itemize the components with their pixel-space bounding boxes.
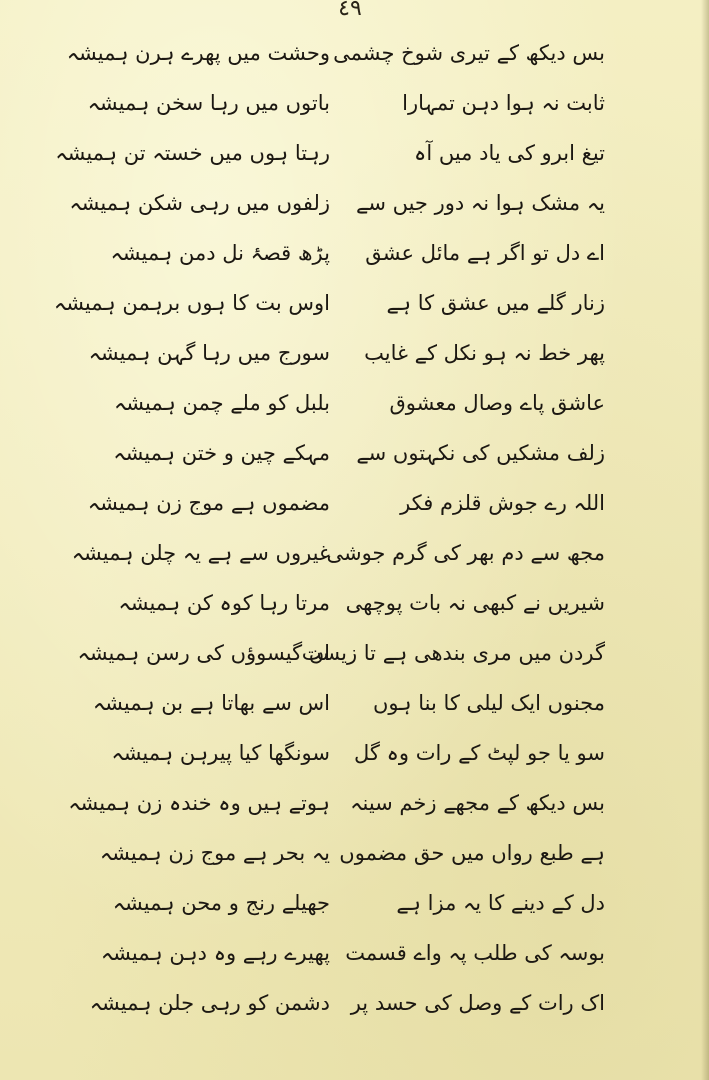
first-hemistich: سو یا جو لپٹ کے رات وہ گل xyxy=(354,741,605,765)
first-hemistich: گردن میں مری بندھی ہے تا زیست xyxy=(301,641,605,665)
first-hemistich: تیغ ابرو کی یاد میں آہ xyxy=(414,141,605,165)
couplet xyxy=(87,78,605,128)
second-hemistich: رہتا ہوں میں خستہ تن ہمیشہ xyxy=(55,141,330,165)
first-hemistich: دل کے دینے کا یہ مزا ہے xyxy=(396,891,605,915)
page-edge-shadow xyxy=(701,0,709,1080)
second-hemistich: جھیلے رنج و محن ہمیشہ xyxy=(112,891,330,915)
second-hemistich: ان گیسوؤں کی رسن ہمیشہ xyxy=(77,641,330,665)
second-hemistich: مضموں ہے موج زن ہمیشہ xyxy=(87,491,330,515)
couplet xyxy=(105,428,605,478)
couplet xyxy=(69,178,605,228)
couplet xyxy=(71,528,605,578)
second-hemistich: مرتا رہا کوہ کن ہمیشہ xyxy=(118,591,330,615)
couplet xyxy=(105,878,605,928)
second-hemistich: اوس بت کا ہوں برہمن ہمیشہ xyxy=(53,291,330,315)
couplet xyxy=(53,278,605,328)
couplet xyxy=(88,328,605,378)
second-hemistich: پڑھ قصۂ نل دمن ہمیشہ xyxy=(110,241,330,265)
first-hemistich: مجھ سے دم بھر کی گرم جوشی xyxy=(326,541,605,565)
first-hemistich: زلف مشکیں کی نکہتوں سے xyxy=(356,441,605,465)
second-hemistich: وحشت میں پھرے ہرن ہمیشہ xyxy=(66,41,330,65)
second-hemistich: زلفوں میں رہی شکن ہمیشہ xyxy=(69,191,330,215)
couplet xyxy=(105,578,605,628)
first-hemistich: عاشق پاے وصال معشوق xyxy=(389,391,605,415)
second-hemistich: بلبل کو ملے چمن ہمیشہ xyxy=(113,391,330,415)
couplet xyxy=(55,128,605,178)
second-hemistich: باتوں میں رہا سخن ہمیشہ xyxy=(87,91,330,115)
poem xyxy=(53,28,605,1028)
couplet xyxy=(68,778,605,828)
couplet xyxy=(77,628,605,678)
couplet xyxy=(100,928,605,978)
second-hemistich: غیروں سے ہے یہ چلن ہمیشہ xyxy=(71,541,330,565)
first-hemistich: بوسہ کی طلب پہ واے قسمت xyxy=(345,941,605,965)
second-hemistich: سورج میں رہا گہن ہمیشہ xyxy=(88,341,330,365)
couplet xyxy=(89,978,605,1028)
second-hemistich: اس سے بھاتا ہے بن ہمیشہ xyxy=(92,691,330,715)
first-hemistich: اک رات کے وصل کی حسد پر xyxy=(350,991,605,1015)
first-hemistich: یہ مشک ہوا نہ دور جیں سے xyxy=(356,191,605,215)
first-hemistich: بس دیکھ کے تیری شوخ چشمی xyxy=(333,41,605,65)
second-hemistich: دشمن کو رہی جلن ہمیشہ xyxy=(89,991,330,1015)
first-hemistich: مجنوں ایک لیلی کا بنا ہوں xyxy=(372,691,605,715)
page-number: ٤٩ xyxy=(338,0,362,21)
second-hemistich: یہ بحر ہے موج زن ہمیشہ xyxy=(99,841,330,865)
first-hemistich: ہے طبع رواں میں حق مضموں xyxy=(339,841,605,865)
first-hemistich: شیریں نے کبھی نہ بات پوچھی xyxy=(345,591,605,615)
couplet xyxy=(87,478,605,528)
second-hemistich: پھیرے رہے وہ دہن ہمیشہ xyxy=(100,941,330,965)
first-hemistich: زنار گلے میں عشق کا ہے xyxy=(386,291,605,315)
second-hemistich: سونگھا کیا پیرہن ہمیشہ xyxy=(111,741,330,765)
first-hemistich: پھر خط نہ ہو نکل کے غایب xyxy=(364,341,605,365)
couplet xyxy=(66,28,605,78)
first-hemistich: ثابت نہ ہوا دہن تمہارا xyxy=(402,91,605,115)
couplet xyxy=(105,728,605,778)
second-hemistich: مہکے چین و ختن ہمیشہ xyxy=(113,441,330,465)
couplet xyxy=(92,678,605,728)
couplet xyxy=(105,228,605,278)
second-hemistich: ہوتے ہیں وہ خندہ زن ہمیشہ xyxy=(68,791,330,815)
first-hemistich: اللہ رے جوش قلزم فکر xyxy=(400,491,605,515)
couplet xyxy=(105,378,605,428)
couplet xyxy=(99,828,605,878)
first-hemistich: اے دل تو اگر ہے مائل عشق xyxy=(365,241,605,265)
first-hemistich: بس دیکھ کے مجھے زخم سینہ xyxy=(350,791,605,815)
